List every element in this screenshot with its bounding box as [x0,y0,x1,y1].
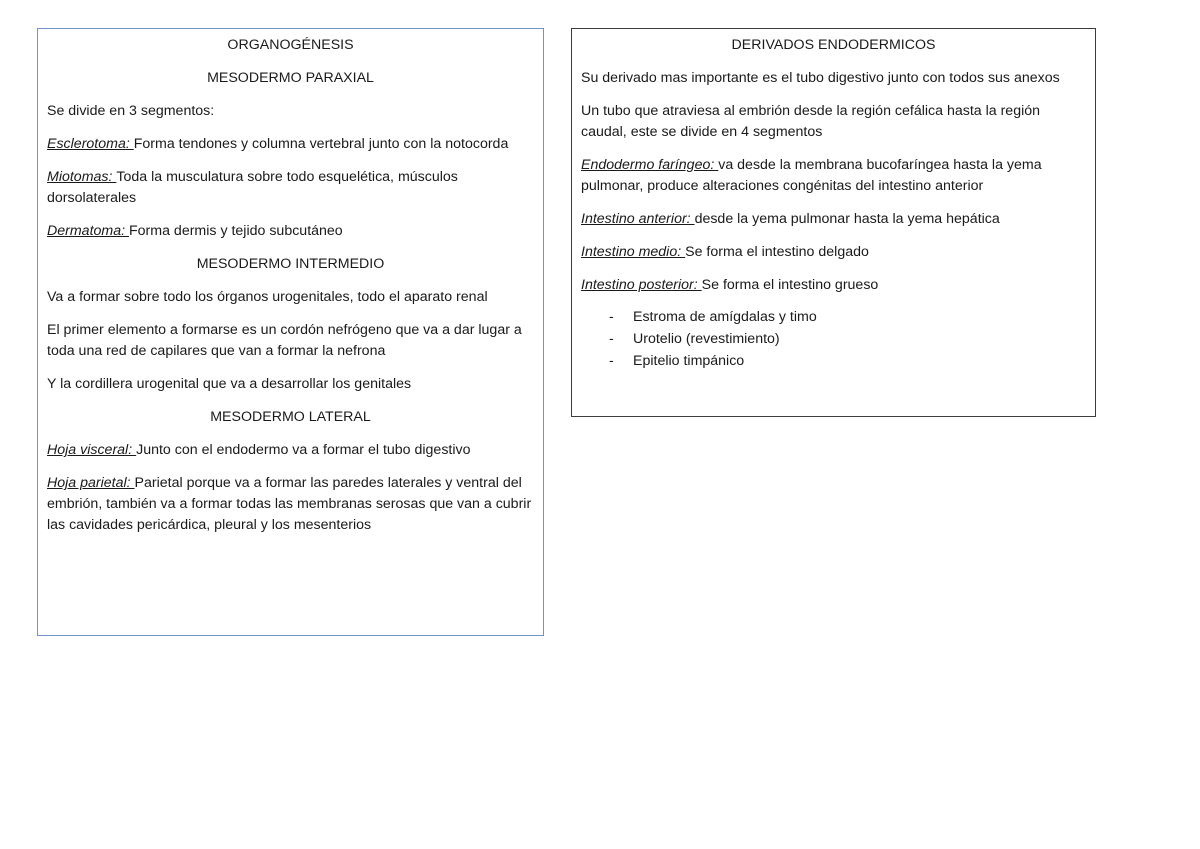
definition-paragraph [581,275,1086,296]
definition-text: va desde la membrana bucofaríngea hasta la yema pulmonar, produce alteraciones congénitas del intestino anterior [581,157,1042,194]
definition-paragraph [581,155,1086,197]
definition-text: Se forma el intestino delgado [685,244,869,260]
derivatives-list [581,306,1086,372]
paragraph-text: Va a formar sobre todo los órganos urogenitales, todo el aparato renal [47,289,488,305]
definition-paragraph [47,473,534,536]
definition-text: Toda la musculatura sobre todo esquelética, músculos dorsolaterales [47,169,458,206]
paragraph-text: Un tubo que atraviesa al embrión desde la región cefálica hasta la región caudal, este se divide en 4 segmentos [581,103,1041,140]
term: Intestino anterior: [581,211,695,227]
paragraph [47,101,534,122]
definition-paragraph [47,221,534,242]
paragraph-text: Su derivado mas importante es el tubo digestivo junto con todos sus anexos [581,70,1060,86]
definition-text: Junto con el endodermo va a formar el tubo digestivo [136,442,471,458]
term: Intestino medio: [581,244,686,260]
paragraph [47,287,534,308]
term: Miotomas: [47,169,117,185]
definition-paragraph [581,242,1086,263]
box-title: DERIVADOS ENDODERMICOS [731,37,936,53]
list-item: - Epitelio timpánico [609,350,1086,372]
definition-paragraph [47,134,534,155]
definition-text: desde la yema pulmonar hasta la yema hepática [694,211,1000,227]
paragraph-text: Y la cordillera urogenital que va a desarrollar los genitales [47,376,412,392]
organogenesis-box [37,28,544,636]
paragraph [581,101,1086,143]
definition-paragraph [581,209,1086,230]
term: Hoja visceral: [47,442,137,458]
section-heading: MESODERMO PARAXIAL [207,70,374,86]
definition-text: Forma tendones y columna vertebral junto con la notocorda [133,136,509,152]
section-heading: MESODERMO INTERMEDIO [196,256,385,272]
definition-text: Parietal porque va a formar las paredes laterales y ventral del embrión, también va a formar todas las membranas serosas que van a cubrir las cavidades pericárdica, pleural y los mesenterios [47,475,532,533]
definition-paragraph [47,167,534,209]
term: Esclerotoma: [47,136,134,152]
paragraph [581,68,1086,89]
definition-text: Forma dermis y tejido subcutáneo [129,223,343,239]
paragraph-text: Se divide en 3 segmentos: [47,103,215,119]
term: Dermatoma: [47,223,129,239]
list-item: - Urotelio (revestimiento) [609,328,1086,350]
term: Endodermo faríngeo: [581,157,719,173]
paragraph [47,374,534,395]
term: Intestino posterior: [581,277,702,293]
definition-paragraph [47,440,534,461]
definition-text: Se forma el intestino grueso [701,277,879,293]
paragraph [47,320,534,362]
endodermal-derivatives-box [571,28,1096,417]
box-title: ORGANOGÉNESIS [227,37,354,53]
paragraph-text: El primer elemento a formarse es un cordón nefrógeno que va a dar lugar a toda una red de capilares que van a formar la nefrona [47,322,522,359]
term: Hoja parietal: [47,475,135,491]
list-item: - Estroma de amígdalas y timo [609,306,1086,328]
section-heading: MESODERMO LATERAL [210,409,371,425]
